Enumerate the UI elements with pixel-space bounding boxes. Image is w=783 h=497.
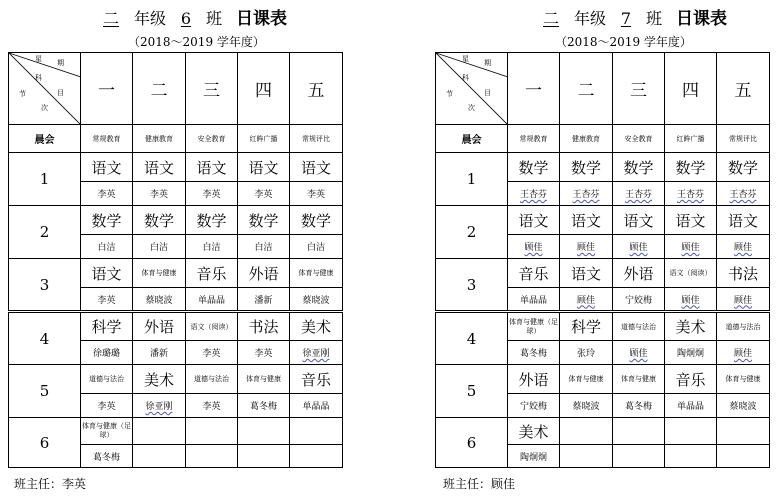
teacher-cell: 顾佳 <box>717 288 770 312</box>
teacher-cell: 王杏芬 <box>508 182 560 206</box>
subject-cell: 体育与健康 <box>717 365 770 394</box>
subject-cell: 数学 <box>290 206 343 235</box>
teacher-cell: 蔡晓波 <box>560 394 613 418</box>
teacher-cell: 白洁 <box>133 235 186 259</box>
subject-cell: 数学 <box>665 153 717 182</box>
teacher-cell: 单晶晶 <box>508 288 560 312</box>
homeroom-teacher: 班主任：李英 <box>14 477 87 491</box>
morning-item: 健康教育 <box>133 125 186 153</box>
corner-label: 节 <box>19 90 26 98</box>
period-row <box>436 312 770 341</box>
period-row <box>436 206 770 235</box>
period-row <box>436 365 770 394</box>
subject-cell: 美术 <box>508 418 560 445</box>
subject-cell: 数学 <box>186 206 238 235</box>
subject-cell: 体育与健康 <box>613 365 665 394</box>
teacher-cell: 白洁 <box>238 235 290 259</box>
corner-label: 科 <box>35 74 42 82</box>
subject-cell: 体育与健康 <box>238 365 290 394</box>
teacher-cell: 单晶晶 <box>665 394 717 418</box>
corner-label: 科 <box>462 74 469 82</box>
subject-cell: 数学 <box>508 153 560 182</box>
subject-cell: 书法 <box>717 259 770 288</box>
teacher-cell: 潘新 <box>238 288 290 312</box>
teacher-cell: 顾佳 <box>665 235 717 259</box>
morning-item: 常规教育 <box>508 125 560 153</box>
teacher-cell: 单晶晶 <box>290 394 343 418</box>
empty-cell <box>238 418 290 445</box>
teacher-cell: 李英 <box>81 182 133 206</box>
subject-cell: 语文 <box>81 259 133 288</box>
teacher-cell: 李英 <box>186 182 238 206</box>
subject-cell: 语文 <box>665 206 717 235</box>
empty-cell <box>560 418 613 445</box>
morning-item: 常规教育 <box>81 125 133 153</box>
period-number: 5 <box>9 365 81 418</box>
morning-item: 常规评比 <box>290 125 343 153</box>
grade-label: 年级 <box>574 9 607 28</box>
day-header: 四 <box>238 53 290 125</box>
teacher-cell: 王杏芬 <box>613 182 665 206</box>
teacher-cell: 王杏芬 <box>665 182 717 206</box>
subject-cell: 语文 <box>81 153 133 182</box>
subject-cell: 语文 <box>238 153 290 182</box>
subject-cell: 科学 <box>81 312 133 341</box>
teacher-cell: 顾佳 <box>717 235 770 259</box>
subject-cell: 外语 <box>238 259 290 288</box>
teacher-cell: 顾佳 <box>613 341 665 365</box>
teacher-cell: 蔡晓波 <box>290 288 343 312</box>
period-number: 4 <box>436 312 508 365</box>
subject-cell: 体育与健康 <box>290 259 343 288</box>
subject-cell: 道德与法治 <box>81 365 133 394</box>
teacher-cell: 徐亚刚 <box>290 341 343 365</box>
teacher-cell: 李英 <box>81 394 133 418</box>
period-number: 6 <box>9 418 81 468</box>
corner-label: 星 <box>462 55 469 63</box>
corner-label: 星 <box>35 55 42 63</box>
period-row <box>9 259 343 288</box>
teacher-cell: 白洁 <box>290 235 343 259</box>
subject-cell: 体育与健康 <box>133 259 186 288</box>
corner-diagonals <box>9 53 81 125</box>
period-number: 6 <box>436 418 508 468</box>
morning-row <box>436 125 770 153</box>
subject-cell: 音乐 <box>290 365 343 394</box>
morning-row <box>9 125 343 153</box>
teacher-cell: 葛冬梅 <box>238 394 290 418</box>
day-header: 五 <box>717 53 770 125</box>
subject-cell: 语文 <box>560 206 613 235</box>
subject-cell: 数学 <box>81 206 133 235</box>
corner-header <box>436 53 508 125</box>
schedule-title <box>532 4 728 29</box>
empty-cell <box>717 445 770 468</box>
corner-diagonals <box>436 53 508 125</box>
period-row <box>9 153 343 182</box>
morning-item: 安全教育 <box>186 125 238 153</box>
subject-cell: 数学 <box>560 153 613 182</box>
subject-cell: 音乐 <box>186 259 238 288</box>
empty-cell <box>665 418 717 445</box>
day-header: 五 <box>290 53 343 125</box>
teacher-cell: 白洁 <box>186 235 238 259</box>
teacher-cell: 徐亚刚 <box>133 394 186 418</box>
empty-cell <box>290 418 343 445</box>
subject-cell: 数学 <box>613 153 665 182</box>
grade-label: 年级 <box>134 9 167 28</box>
header-row <box>9 53 343 125</box>
timetable <box>435 52 770 468</box>
teacher-cell: 顾佳 <box>717 341 770 365</box>
morning-item: 安全教育 <box>613 125 665 153</box>
empty-cell <box>186 445 238 468</box>
subject-cell: 道德与法治 <box>613 312 665 341</box>
day-header: 三 <box>186 53 238 125</box>
subject-cell: 外语 <box>508 365 560 394</box>
subject-cell: 语文 <box>133 153 186 182</box>
day-header: 一 <box>81 53 133 125</box>
subject-cell: 美术 <box>290 312 343 341</box>
empty-cell <box>133 418 186 445</box>
class-number: 7 <box>620 9 632 28</box>
teacher-cell: 葛冬梅 <box>613 394 665 418</box>
morning-label: 晨会 <box>9 125 81 153</box>
subject-cell: 数学 <box>238 206 290 235</box>
header-row <box>436 53 770 125</box>
day-header: 一 <box>508 53 560 125</box>
subject-cell: 音乐 <box>665 365 717 394</box>
teacher-cell: 李英 <box>290 182 343 206</box>
teacher-cell: 顾佳 <box>613 235 665 259</box>
teacher-cell: 李英 <box>133 182 186 206</box>
class-label: 班 <box>206 9 223 28</box>
corner-label: 目 <box>57 89 64 97</box>
school-year: （2018～2019 学年度） <box>555 35 692 49</box>
teacher-cell: 张玲 <box>560 341 613 365</box>
teacher-cell: 徐璐璐 <box>81 341 133 365</box>
corner-label: 期 <box>484 59 491 67</box>
subject-cell: 数学 <box>133 206 186 235</box>
class-number: 6 <box>180 9 192 28</box>
teacher-cell: 李英 <box>81 288 133 312</box>
teacher-cell: 宁姣梅 <box>508 394 560 418</box>
teacher-cell: 顾佳 <box>508 235 560 259</box>
subject-cell: 书法 <box>238 312 290 341</box>
corner-label: 次 <box>468 104 475 112</box>
subject-cell: 道德与法治 <box>717 312 770 341</box>
subject-cell: 道德与法治 <box>186 365 238 394</box>
subject-cell: 语文 <box>560 259 613 288</box>
teacher-cell: 顾佳 <box>560 288 613 312</box>
period-number: 2 <box>436 206 508 259</box>
teacher-cell: 宁姣梅 <box>613 288 665 312</box>
subject-cell: 美术 <box>665 312 717 341</box>
subject-cell: 语文（阅读） <box>665 259 717 288</box>
period-number: 3 <box>436 259 508 312</box>
homeroom-teacher: 班主任：顾佳 <box>443 477 516 491</box>
teacher-cell: 单晶晶 <box>186 288 238 312</box>
morning-item: 红眸广播 <box>238 125 290 153</box>
corner-label: 次 <box>41 104 48 112</box>
teacher-cell: 顾佳 <box>665 288 717 312</box>
teacher-cell: 李英 <box>238 341 290 365</box>
day-header: 二 <box>560 53 613 125</box>
schedule-heading: 日课表 <box>236 9 288 29</box>
empty-cell <box>238 445 290 468</box>
subject-cell: 体育与健康 <box>560 365 613 394</box>
corner-label: 期 <box>57 59 64 67</box>
morning-item: 健康教育 <box>560 125 613 153</box>
empty-cell <box>186 418 238 445</box>
subject-cell: 外语 <box>613 259 665 288</box>
teacher-cell: 王杏芬 <box>560 182 613 206</box>
teacher-cell: 蔡晓波 <box>717 394 770 418</box>
period-number: 1 <box>436 153 508 206</box>
period-row <box>436 259 770 288</box>
day-header: 四 <box>665 53 717 125</box>
schedule-title <box>92 4 288 29</box>
teacher-cell: 潘新 <box>133 341 186 365</box>
teacher-cell: 陶炯炯 <box>508 445 560 468</box>
schedule-heading: 日课表 <box>676 9 728 29</box>
subject-cell: 体育与健康（足球） <box>81 418 133 445</box>
subject-cell: 科学 <box>560 312 613 341</box>
subject-cell: 数学 <box>717 153 770 182</box>
teacher-cell: 李英 <box>186 394 238 418</box>
period-row <box>9 418 343 445</box>
period-number: 5 <box>436 365 508 418</box>
period-row <box>9 206 343 235</box>
subject-cell: 外语 <box>133 312 186 341</box>
period-number: 1 <box>9 153 81 206</box>
corner-label: 节 <box>446 90 453 98</box>
teacher-cell: 葛冬梅 <box>508 341 560 365</box>
teacher-cell: 李英 <box>186 341 238 365</box>
teacher-cell: 白洁 <box>81 235 133 259</box>
period-row <box>9 365 343 394</box>
class-label: 班 <box>646 9 663 28</box>
teacher-cell: 李英 <box>238 182 290 206</box>
empty-cell <box>560 445 613 468</box>
teacher-cell: 王杏芬 <box>717 182 770 206</box>
grade-value: 二 <box>102 9 119 28</box>
grade-value: 二 <box>542 9 559 28</box>
subject-cell: 体育与健康（足球） <box>508 312 560 341</box>
subject-cell: 语文 <box>613 206 665 235</box>
empty-cell <box>665 445 717 468</box>
teacher-cell: 葛冬梅 <box>81 445 133 468</box>
subject-cell: 语文 <box>508 206 560 235</box>
day-header: 二 <box>133 53 186 125</box>
day-header: 三 <box>613 53 665 125</box>
period-row <box>436 153 770 182</box>
timetable <box>8 52 343 468</box>
period-row <box>436 418 770 445</box>
subject-cell: 语文 <box>186 153 238 182</box>
corner-header <box>9 53 81 125</box>
subject-cell: 音乐 <box>508 259 560 288</box>
school-year: （2018～2019 学年度） <box>128 35 265 49</box>
subject-cell: 美术 <box>133 365 186 394</box>
morning-label: 晨会 <box>436 125 508 153</box>
subject-cell: 语文 <box>717 206 770 235</box>
corner-label: 目 <box>484 89 491 97</box>
period-number: 4 <box>9 312 81 365</box>
morning-item: 红眸广播 <box>665 125 717 153</box>
period-number: 2 <box>9 206 81 259</box>
period-number: 3 <box>9 259 81 312</box>
subject-cell: 语文 <box>290 153 343 182</box>
teacher-cell: 顾佳 <box>560 235 613 259</box>
empty-cell <box>613 418 665 445</box>
teacher-cell: 蔡晓波 <box>133 288 186 312</box>
empty-cell <box>613 445 665 468</box>
empty-cell <box>133 445 186 468</box>
period-row <box>9 312 343 341</box>
empty-cell <box>290 445 343 468</box>
empty-cell <box>717 418 770 445</box>
subject-cell: 语文（阅读） <box>186 312 238 341</box>
morning-item: 常规评比 <box>717 125 770 153</box>
teacher-cell: 陶炯炯 <box>665 341 717 365</box>
